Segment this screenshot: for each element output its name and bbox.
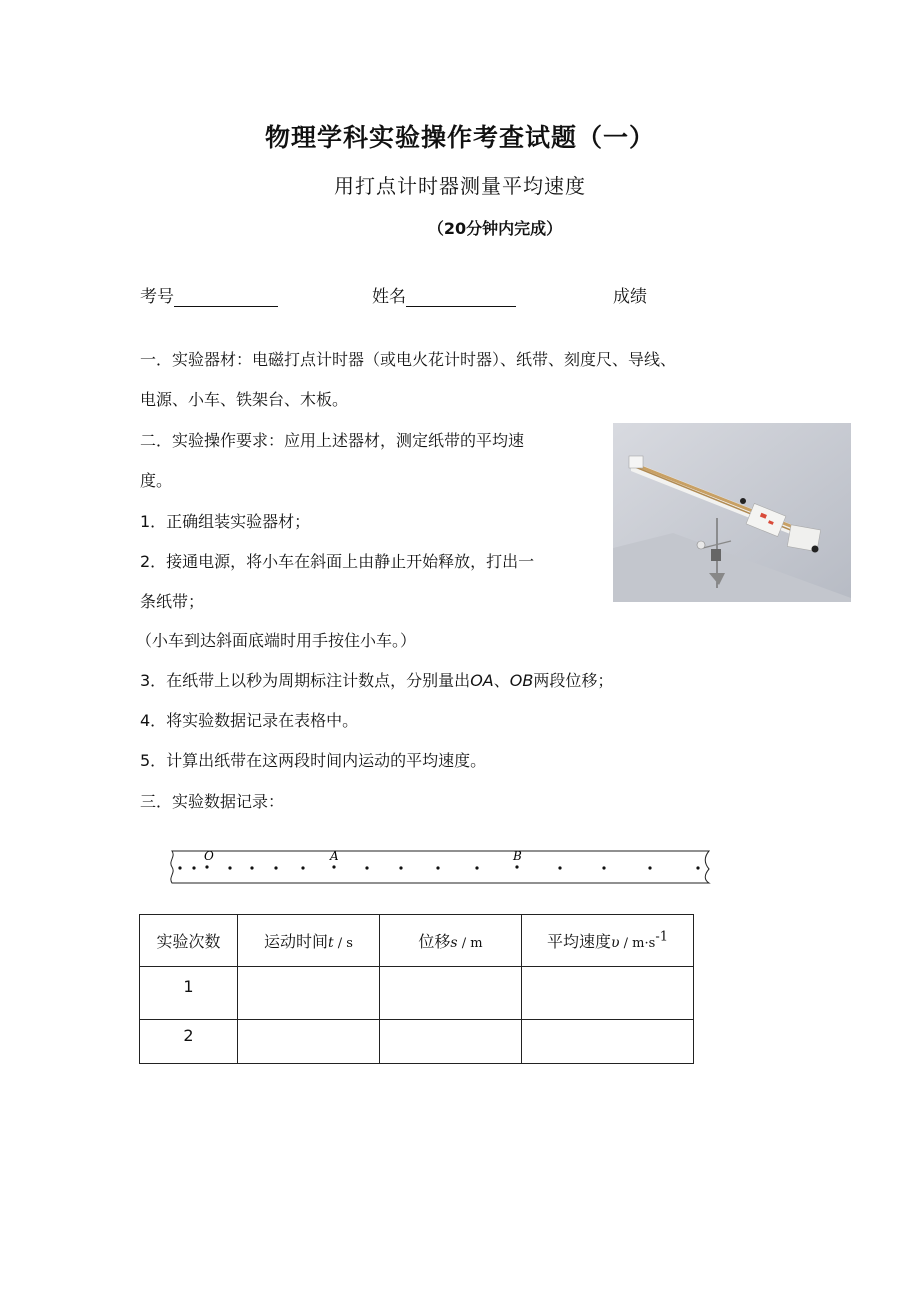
tape-dot — [475, 866, 478, 869]
step-3-prefix: 3．在纸带上以秒为周期标注计数点，分别量出 — [140, 671, 471, 690]
requirements-line-2: 度。 — [140, 471, 173, 490]
time-limit: （20分钟内完成） — [427, 219, 563, 238]
tape-dot — [558, 866, 561, 869]
header-displacement: 位移s / m — [380, 915, 522, 967]
tape-dot — [696, 866, 699, 869]
step-3-separator: 、 — [493, 671, 510, 690]
tape-dot-b — [515, 865, 518, 868]
table-header-row — [140, 915, 694, 967]
step-2-line-2: 条纸带； — [140, 592, 205, 611]
requirements-line-1: 二．实验操作要求：应用上述器材，测定纸带的平均速 — [140, 431, 525, 450]
tape-dot — [192, 866, 195, 869]
data-table — [139, 914, 694, 1064]
time-cell[interactable] — [238, 1020, 380, 1064]
page-subtitle: 用打点计时器测量平均速度 — [334, 174, 586, 198]
paper-tape — [168, 843, 712, 887]
table-row — [140, 1020, 694, 1064]
segment-ob: OB — [509, 671, 534, 690]
equipment-line-1: 一．实验器材：电磁打点计时器（或电火花计时器）、纸带、刻度尺、导线、 — [140, 350, 677, 369]
velocity-cell[interactable] — [522, 967, 694, 1020]
header-avg-velocity: 平均速度$\upsilon / m\cdot s^{-1}$ — [522, 915, 694, 967]
score-label: 成绩 — [613, 287, 647, 307]
page-title: 物理学科实验操作考查试题（一） — [264, 123, 655, 152]
header-time: 运动时间t / s — [238, 915, 380, 967]
step-2-line-1: 2．接通电源，将小车在斜面上由静止开始释放，打出一 — [140, 552, 535, 571]
tape-label-a: A — [330, 849, 339, 863]
tape-dot — [602, 866, 605, 869]
step-3 — [140, 668, 613, 691]
tape-dot — [178, 866, 181, 869]
segment-oa: OA — [470, 671, 494, 690]
trial-number: 2 — [140, 1020, 238, 1064]
displacement-cell[interactable] — [380, 967, 522, 1020]
equipment-line-2: 电源、小车、铁架台、木板。 — [140, 390, 349, 409]
tape-dot-o — [205, 865, 208, 868]
velocity-cell[interactable] — [522, 1020, 694, 1064]
score-field — [613, 282, 647, 307]
tape-dot — [648, 866, 651, 869]
header-trial: 实验次数 — [140, 915, 238, 967]
exam-number-blank[interactable] — [174, 288, 278, 307]
step-1: 1．正确组装实验器材； — [140, 512, 311, 531]
exam-number-field — [140, 282, 278, 307]
tape-dot-a — [332, 865, 335, 868]
name-blank[interactable] — [406, 288, 516, 307]
tape-dot — [436, 866, 439, 869]
tape-dot — [301, 866, 304, 869]
table-row — [140, 967, 694, 1020]
step-3-suffix: 两段位移； — [533, 671, 614, 690]
displacement-cell[interactable] — [380, 1020, 522, 1064]
note: （小车到达斜面底端时用手按住小车。） — [136, 631, 417, 650]
step-5: 5．计算出纸带在这两段时间内运动的平均速度。 — [140, 751, 487, 770]
apparatus-photo — [613, 423, 851, 602]
tape-dot — [228, 866, 231, 869]
data-section-title: 三．实验数据记录： — [140, 792, 285, 811]
tape-label-b: B — [513, 849, 522, 863]
name-label: 姓名 — [372, 287, 406, 307]
tape-dot — [274, 866, 277, 869]
tape-dot — [250, 866, 253, 869]
name-field — [372, 282, 516, 307]
step-4: 4．将实验数据记录在表格中。 — [140, 711, 359, 730]
tape-dot — [365, 866, 368, 869]
time-cell[interactable] — [238, 967, 380, 1020]
tape-label-o: O — [204, 849, 214, 863]
trial-number: 1 — [140, 967, 238, 1020]
exam-number-label: 考号 — [140, 287, 174, 307]
tape-dot — [399, 866, 402, 869]
